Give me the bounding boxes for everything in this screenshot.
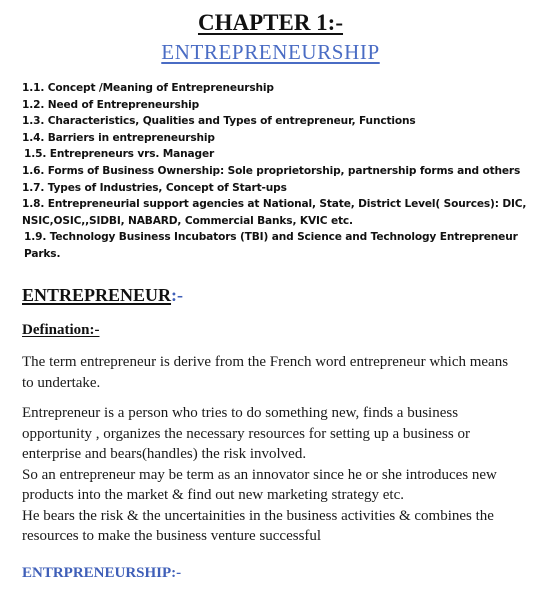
section-heading-entrepreneur [22, 284, 183, 306]
table-of-contents [22, 80, 532, 263]
section-heading-suffix: :- [171, 285, 184, 305]
paragraph-line: So an entrepreneur may be term as an innovator since he or she introduces new products into the market & find out new marketing strategy etc. [22, 466, 497, 503]
toc-item: 1.1. Concept /Meaning of Entrepreneurship [22, 82, 274, 94]
section-heading-main: ENTREPRENEUR [22, 285, 172, 305]
toc-item: 1.4. Barriers in entrepreneurship [22, 131, 215, 144]
toc-item: 1.5. Entrepreneurs vrs. Manager [24, 148, 215, 161]
toc-item: 1.3. Characteristics, Qualities and Types of entrepreneur, Functions [22, 115, 416, 128]
paragraph-line: He bears the risk & the uncertainities in the business activities & combines the resources to make the business venture successful [22, 507, 494, 544]
toc-item: 1.6. Forms of Business Ownership: Sole proprietorship, partnership forms and others [22, 164, 521, 177]
paragraph-line: Entrepreneur is a person who tries to do something new, finds a business opportunity , organizes the necessary resources for setting up a business or enterprise and bears(handles) the risk involved. [22, 405, 470, 462]
defination-heading: Defination:- [22, 322, 100, 338]
toc-item: 1.7. Types of Industries, Concept of Start-ups [22, 181, 287, 194]
chapter-subtitle: ENTREPRENEURSHIP [161, 40, 380, 64]
description-paragraph [22, 403, 528, 547]
definition-paragraph: The term entrepreneur is derive from the French word entrepreneur which means to undertake. [22, 354, 509, 391]
toc-item: 1.2. Need of Entrepreneurship [22, 98, 200, 111]
toc-item: 1.9. Technology Business Incubators (TBI) and Science and Technology Entrepreneur Parks. [24, 231, 518, 260]
toc-item: 1.8. Entrepreneurial support agencies at National, State, District Level( Sources): DIC, NSIC,OSIC,,SIDBI, NABARD, Commercial Banks, KVIC etc. [22, 198, 527, 227]
chapter-title: CHAPTER 1:- [197, 10, 344, 35]
next-section-heading: ENTRPRENEURSHIP:- [22, 565, 182, 581]
